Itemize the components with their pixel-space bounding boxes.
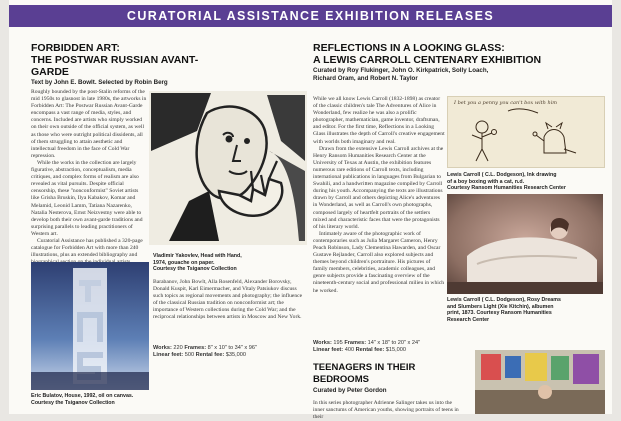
- teenagers-byline: Curated by Peter Gordon: [313, 387, 387, 394]
- carroll-text: [313, 96, 445, 295]
- linear-feet-label: Linear feet:: [153, 352, 184, 358]
- teen-bedroom-photo: [475, 350, 605, 414]
- works-value: 220: [173, 345, 183, 351]
- carroll-stats: [313, 340, 463, 354]
- linear-feet-value: 500: [184, 352, 195, 358]
- carroll-title-2: A LEWIS CARROLL CENTENARY EXHIBITION: [313, 54, 542, 66]
- xie-kitchin-photo: [447, 194, 603, 294]
- rosy-dreams-photograph: [447, 194, 603, 294]
- forbidden-art-header: [31, 42, 231, 87]
- forbidden-art-continued-text: [153, 279, 308, 322]
- yakovlev-head-with-hand: [149, 91, 307, 245]
- drawing-caption-line: Courtesy Ransom Humanities Research Center: [447, 185, 566, 192]
- yakovlev-caption-line: 1974, gouache on paper.: [153, 259, 215, 266]
- carroll-header: [313, 42, 603, 82]
- forbidden-art-paragraph: Barabanov, John Bowlt, Alla Rosenfeld, Alexander Borovsky, Donald Kuspit, Karl Eimermacher, and Vitaly Patsiukov discuss such topics as regional movements and photography; the influence of the classical Russian tradition on nonconformist art; the importance of Western collections during the Cold War; and the reciprocal relationships between artists in Moscow and New York.: [153, 279, 303, 321]
- bulatov-caption: Eric Bulatov, House, 1992, oil on canvas. Courtesy the Tsiganov Collection: [31, 393, 134, 406]
- carroll-paragraph: While we all know Lewis Carroll (1832-1898) as creator of the classic children's tale The Adventures of Alice in Wonderland, few realize he was also a prolific photographer, mathematician, game inventor, draftsman, and editor. For the first time, Reflections in a Looking Glass illustrates the depth of Carroll's creative engagement with worlds both imaginary and real.: [313, 96, 445, 145]
- forbidden-art-title-1: FORBIDDEN ART:: [31, 42, 120, 54]
- bulatov-house-painting: [31, 262, 149, 390]
- frames-label: Frames:: [184, 345, 207, 351]
- photo-caption-line: print, 1873. Courtesy Ransom Humanities: [447, 310, 552, 317]
- carroll-photo-caption: [447, 297, 607, 323]
- forbidden-art-text: [31, 89, 147, 273]
- teenagers-section: [313, 362, 463, 421]
- bulatov-house-artwork: [31, 262, 149, 390]
- drawing-handwriting: I bet you a penny you can't box with him: [454, 100, 558, 106]
- photo-caption-line: and Slumbers Light (Xie Kitchin), albumen: [447, 303, 554, 310]
- rental-fee-label: Rental fee:: [195, 352, 225, 358]
- works-label: Works:: [313, 340, 332, 346]
- yakovlev-artwork: [149, 91, 307, 245]
- carroll-title-1: REFLECTIONS IN A LOOKING GLASS:: [313, 42, 505, 54]
- yakovlev-caption-line: Courtesy the Tsiganov Collection: [153, 266, 237, 273]
- carroll-paragraph: Intimately aware of the photographic work of contemporaries such as Julia Margaret Cameron, Henry Peach Robinson, Lady Clementina Hawarden, and Oscar Gustave Rejlander, Carroll also explored subjects and themes beyond children's portraiture. His pictures of family members, celebrities, academic colleagues, and genre subjects provide a fascinating overview of the nineteenth-century social and professional milieu in which he worked.: [313, 230, 445, 294]
- rental-fee-value: $15,000: [385, 347, 407, 353]
- forbidden-art-paragraph: Roughly bounded by the post-Stalin reforms of the mid 1950s to glasnost in late 1980s, the artworks in Forbidden Art: The Postwar Russian Avant-Garde encompass a vast range of media, styles, and concerns. Included are artists who simply worked on their own outside of the official system, as well as those who were outright political dissidents, all of them struggling to attain aesthetic and intellectual freedom in the face of Cold War repression.: [31, 89, 147, 159]
- forbidden-art-byline: Text by John E. Bowlt. Selected by Robin Berg: [31, 79, 168, 86]
- carroll-byline-2: Richard Oram, and Robert N. Taylor: [313, 74, 418, 82]
- drawing-caption-line: Lewis Carroll ( C.L. Dodgeson), Ink drawing: [447, 172, 557, 178]
- teenagers-title: TEENAGERS IN THEIR BEDROOMS: [313, 362, 416, 385]
- yakovlev-caption-line: Vladimir Yakovlev, Head with Hand,: [153, 253, 242, 259]
- frames-label: Frames:: [344, 340, 367, 346]
- yakovlev-caption: [153, 253, 313, 273]
- carroll-byline-1: Curated by Roy Flukinger, John O. Kirkpatrick, Solly Loach,: [313, 67, 489, 74]
- forbidden-art-title-2: THE POSTWAR RUSSIAN AVANT-GARDE: [31, 54, 199, 78]
- rental-fee-value: $35,000: [225, 352, 247, 358]
- boy-boxing-cat-sketch: [448, 97, 604, 167]
- photo-caption-line: Lewis Carroll ( C.L. Dodgeson), Rosy Dreams: [447, 297, 561, 303]
- forbidden-art-paragraph: Curatorial Assistance has published a 320-page catalogue for Forbidden Art with more than 240 illustrations, plus an extended bibliography and: [31, 237, 143, 259]
- brochure-page: [9, 0, 612, 420]
- frames-value: 14" x 18" to 20" x 24": [367, 340, 421, 346]
- forbidden-art-stats: [153, 345, 313, 359]
- rental-fee-label: Rental fee:: [355, 347, 385, 353]
- works-label: Works:: [153, 345, 172, 351]
- linear-feet-label: Linear feet:: [313, 347, 344, 353]
- bedroom-photo-art: [475, 350, 605, 414]
- linear-feet-value: 400: [344, 347, 355, 353]
- carroll-ink-drawing: [447, 96, 605, 168]
- photo-caption-line: Research Center: [447, 316, 490, 323]
- forbidden-art-paragraph: While the works in the collection are largely figurative, abstraction, conceptualism, media critiques, and complex forms of realism are also revealed as vital pursuits. Despite official censorship, these "nonconformist" Soviet artists like Grisha Bruskin, Ilya Kabakov, Komar and Melamid, Leonid Lamm, Tatiana Nazarenko, Natalia Nesterova, Ernst Neizvestny were able to develop both their own avant-garde traditions and surprising parallels to leading practitioners of Western art.: [31, 159, 143, 237]
- carroll-paragraph: Drawn from the extensive Lewis Carroll archives at the Henry Ransom Humanities Research Center at the University of Texas at Austin, the exhibition features numerous rare editions of Carroll texts, including international publications in languages from Bulgarian to Swahili, and a handwritten magazine compiled by Carroll during his youth. Accompanying the texts are illustrations drawn by Carroll and others depicting Alice's adventures in Wonderland, as well as Carroll's own photographs, composed largely of heartfelt portraits of the settlers mixed and characteristic faces that were the protagonists of his literary world.: [313, 145, 444, 230]
- section-banner: CURATORIAL ASSISTANCE EXHIBITION RELEASES: [9, 5, 612, 27]
- teenagers-text: [313, 400, 463, 421]
- works-value: 195: [333, 340, 343, 346]
- teenagers-paragraph: In this series photographer Adrienne Salinger takes us into the inner sanctums of American youths, showing portraits of teens in their: [313, 399, 459, 420]
- carroll-drawing-caption: [447, 172, 607, 192]
- drawing-caption-line: of a boy boxing with a cat, n.d.: [447, 178, 525, 185]
- frames-value: 8" x 10" to 34" x 96": [207, 345, 257, 351]
